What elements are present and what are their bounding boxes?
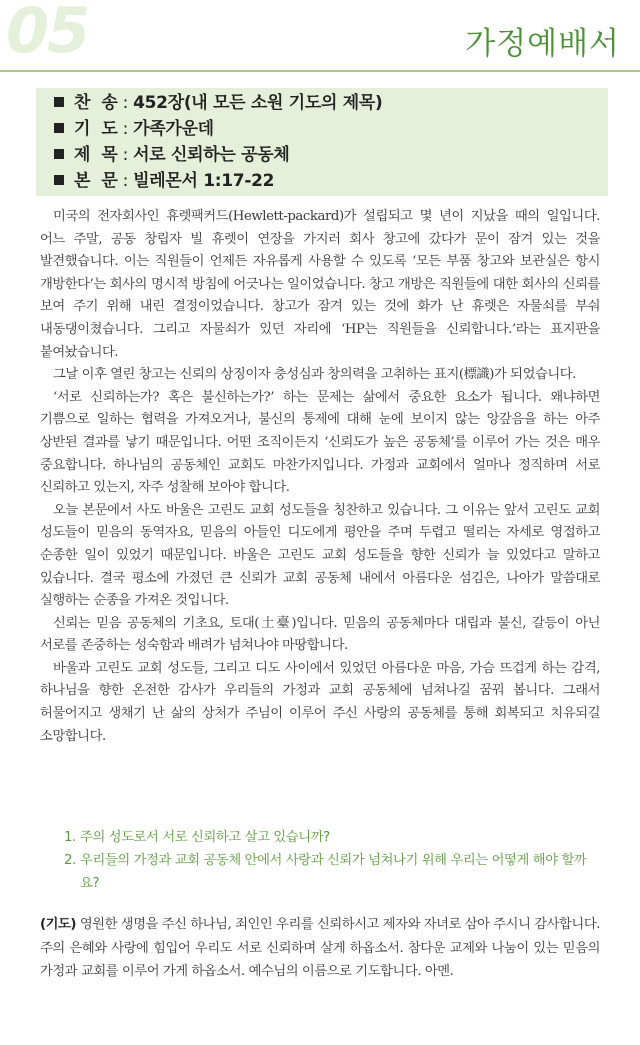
paragraph: 신뢰는 믿음 공동체의 기초요, 토대(土臺)입니다. 믿음의 공동체마다 대립과 불신, 갈등이 아닌 서로를 존중하는 성숙함과 배려가 넘쳐나야 마땅합니다. — [40, 615, 600, 654]
info-label: 기 도 — [74, 119, 118, 139]
info-value: 452장(내 모든 소원 기도의 제목) — [133, 93, 383, 113]
sermon-body — [40, 206, 600, 748]
page-title: 가정예배서 — [465, 26, 620, 62]
paragraph: 그날 이후 열린 창고는 신뢰의 상징이자 충성심과 창의력을 고취하는 표지(標識)가 되었습니다. — [53, 367, 576, 383]
square-bullet-icon — [54, 97, 64, 107]
info-label: 제 목 — [74, 145, 118, 165]
header-divider — [0, 70, 640, 72]
info-prayer: 기 도 : 가족가운데 — [54, 116, 214, 142]
info-subject: 제 목 : 서로 신뢰하는 공동체 — [54, 142, 289, 168]
square-bullet-icon — [54, 175, 64, 185]
page-header — [0, 0, 640, 75]
info-hymn: 찬 송 : 452장(내 모든 소원 기도의 제목) — [54, 90, 382, 116]
paragraph: ‘서로 신뢰하는가? 혹은 불신하는가?’ 하는 문제는 삶에서 중요한 요소가 됩니다. 왜냐하면 기쁨으로 일하는 협력을 가져오거나, 불신의 통제에 대해 눈에 보이지 않는 앙갚음을 하는 아주 상반된 결과를 낳기 때문입니다. 어떤 조직이든지 ‘신뢰도가 높은 공동체’를 이루어 가는 것은 매우 중요합니다. 하나님의 공동체인 교회도 마찬가지입니다. 가정과 교회에서 얼마나 정직하며 서로 신뢰하고 있는지, 자주 성찰해 보아야 합니다. — [40, 389, 600, 496]
closing-prayer — [40, 913, 600, 984]
paragraph: 바울과 고린도 교회 성도들, 그리고 디도 사이에서 있었던 아름다운 마음, 가슴 뜨겁게 하는 감격, 하나님을 향한 온전한 감사가 우리들의 가정과 교회 공동체에 넘쳐나길 꿈꿔 봅니다. 그래서 허물어지고 생채기 난 삶의 상처가 주님이 이루어 주신 사랑의 공동체를 통해 회복되고 치유되길 소망합니다. — [40, 660, 600, 744]
question-text: 주의 성도로서 서로 신뢰하고 살고 있습니까? — [80, 830, 330, 845]
question-item — [64, 826, 604, 849]
prayer-text: 영원한 생명을 주신 하나님, 죄인인 우리를 신뢰하시고 제자와 자녀로 삼아 주시니 감사합니다. 주의 은혜와 사랑에 힘입어 우리도 서로 신뢰하며 살게 하옵소서. 참다운 교제와 나눔이 있는 믿음의 가정과 교회를 이루어 가게 하옵소서. 예수님의 이름으로 기도합니다. 아멘. — [40, 917, 600, 979]
square-bullet-icon — [54, 149, 64, 159]
info-scripture: 본 문 : 빌레몬서 1:17-22 — [54, 168, 274, 194]
info-value: 가족가운데 — [133, 119, 214, 139]
prayer-label: (기도) — [40, 917, 77, 932]
info-label: 찬 송 — [74, 93, 118, 113]
discussion-questions — [64, 826, 604, 895]
paragraph: 오늘 본문에서 사도 바울은 고린도 교회 성도들을 칭찬하고 있습니다. 그 이유는 앞서 고린도 교회 성도들이 믿음의 동역자요, 믿음의 아들인 디도에게 평안을 주며 두렵고 떨리는 자세로 영접하고 순종한 일이 있었기 때문입니다. 바울은 고린도 교회 성도들을 향한 신뢰가 늘 있었다고 말하고 있습니다. 결국 평소에 가졌던 큰 신뢰가 교회 공동체 내에서 아름다운 섬김은, 나아가 말씀대로 실행하는 순종을 가져온 것입니다. — [40, 502, 600, 609]
info-value: 빌레몬서 1:17-22 — [133, 171, 275, 191]
paragraph: 미국의 전자회사인 휴렛팩커드(Hewlett-packard)가 설립되고 몇 년이 지났을 때의 일입니다. 어느 주말, 공동 창립자 빌 휴렛이 연장을 가지러 회사 창고에 갔다가 문이 잠겨 있는 것을 발견했습니다. 이는 직원들이 언제든 자유롭게 사용할 수 있도록 ‘모든 부품 창고와 보관실은 항시 개방한다’는 회사의 명시적 방침에 어긋나는 일이었습니다. 창고 개방은 직원들에 대한 회사의 신뢰를 보여 주기 위해 내린 결정이었습니다. 창고가 잠겨 있는 것에 화가 난 휴렛은 자물쇠를 부숴 내동댕이쳤습니다. 그리고 자물쇠가 있던 자리에 ‘HP는 직원들을 신뢰합니다.’라는 표지판을 붙여놨습니다. — [40, 209, 600, 360]
worship-info-box — [36, 88, 608, 196]
question-text: 우리들의 가정과 교회 공동체 안에서 사랑과 신뢰가 넘쳐나기 위해 우리는 어떻게 해야 할까요? — [80, 853, 587, 891]
square-bullet-icon — [54, 123, 64, 133]
info-label: 본 문 — [74, 171, 118, 191]
info-value: 서로 신뢰하는 공동체 — [133, 145, 290, 165]
question-number: 2. — [64, 853, 76, 868]
question-number: 1. — [64, 830, 76, 845]
question-item — [64, 849, 604, 895]
lesson-number: 05 — [6, 0, 89, 67]
